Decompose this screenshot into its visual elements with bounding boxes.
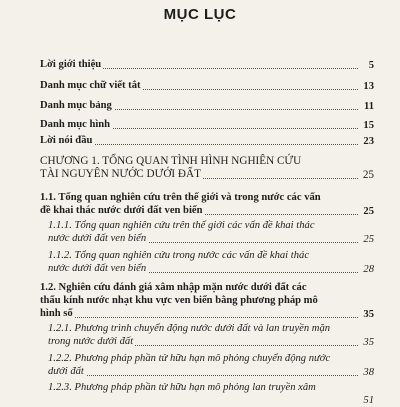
page-title: MỤC LỤC [0,6,400,23]
toc-entry-label: dưới đất [48,365,86,379]
toc-entry-label: Danh mục bảng [40,99,114,113]
toc-subsection[interactable] [48,219,374,246]
toc-entry-label: TÀI NGUYÊN NƯỚC DƯỚI ĐẤT [40,168,203,182]
toc-entry-label: Danh mục hình [40,118,112,132]
toc-section[interactable] [40,191,374,218]
toc-entry-page: 25 [361,205,374,219]
toc-subsection[interactable] [48,249,374,276]
toc-entry[interactable] [40,118,374,132]
toc-entry[interactable] [40,99,374,113]
toc-entry-page: 13 [361,80,374,94]
toc-entry-page: 35 [361,336,374,350]
toc-entry-label: 1.2.3. Phương pháp phần tử hữu hạn mô phỏng lan truyền xâm [48,381,318,395]
toc-entry[interactable] [40,134,374,148]
toc-entry-page: 28 [361,263,374,277]
toc-entry-line: 1.1. Tổng quan nghiên cứu trên thế giới và trong nước các vấn [40,191,374,204]
leader-dots [40,317,358,318]
toc-entry-label: Danh mục chữ viết tắt [40,79,143,93]
toc-entry-line: 1.2.2. Phương pháp phần tử hữu hạn mô phỏng chuyển động nước [48,352,374,365]
leader-dots [48,375,358,376]
toc-entry-label: nước dưới đất ven biển [48,262,148,276]
toc-entry-label: Lời giới thiệu [40,58,103,72]
toc-entry-label: đề khai thác nước dưới đất ven biển [40,204,205,218]
toc-entry-page: 35 [361,308,374,322]
toc-entry-page: 15 [361,119,374,133]
toc-subsection[interactable] [48,381,374,395]
toc-entry-line: CHƯƠNG 1. TỔNG QUAN TÌNH HÌNH NGHIÊN CỨU [40,155,374,168]
toc-entry-label: hình số [40,307,75,321]
toc-entry-line: 1.2. Nghiên cứu đánh giá xâm nhập mặn nước dưới đất các [40,281,374,294]
toc-entry-page: 5 [367,59,374,73]
toc-entry-line: 1.2.1. Phương trình chuyển động nước dưới đất và lan truyền mặn [48,322,374,335]
toc-section[interactable] [40,281,374,321]
toc-entry[interactable] [40,58,374,72]
toc-entry[interactable] [40,79,374,93]
toc-entry-label: Lời nói đầu [40,134,94,148]
toc-entry-line: thấu kính nước nhạt khu vực ven biển bằng phương pháp mô [40,294,374,307]
toc-subsection[interactable] [48,322,374,349]
toc-entry-label: nước dưới đất ven biển [48,232,148,246]
toc-chapter[interactable] [40,155,374,182]
toc-entry-line: 1.1.1. Tổng quan nghiên cứu trên thế giới các vấn đề khai thác [48,219,374,232]
toc-entry-page: 11 [362,100,374,114]
toc-entry-label: trong nước dưới đất [48,335,135,349]
toc-entry-page: 23 [361,135,374,149]
toc-entry-page: 25 [361,233,374,247]
toc-subsection[interactable] [48,352,374,379]
toc-entry-page: 25 [361,169,374,183]
toc-entry-line: 1.1.2. Tổng quan nghiên cứu trong nước các vấn đề khai thác [48,249,374,262]
toc-entry-page: 38 [361,366,374,380]
toc-entry-page: 51 [361,394,374,407]
